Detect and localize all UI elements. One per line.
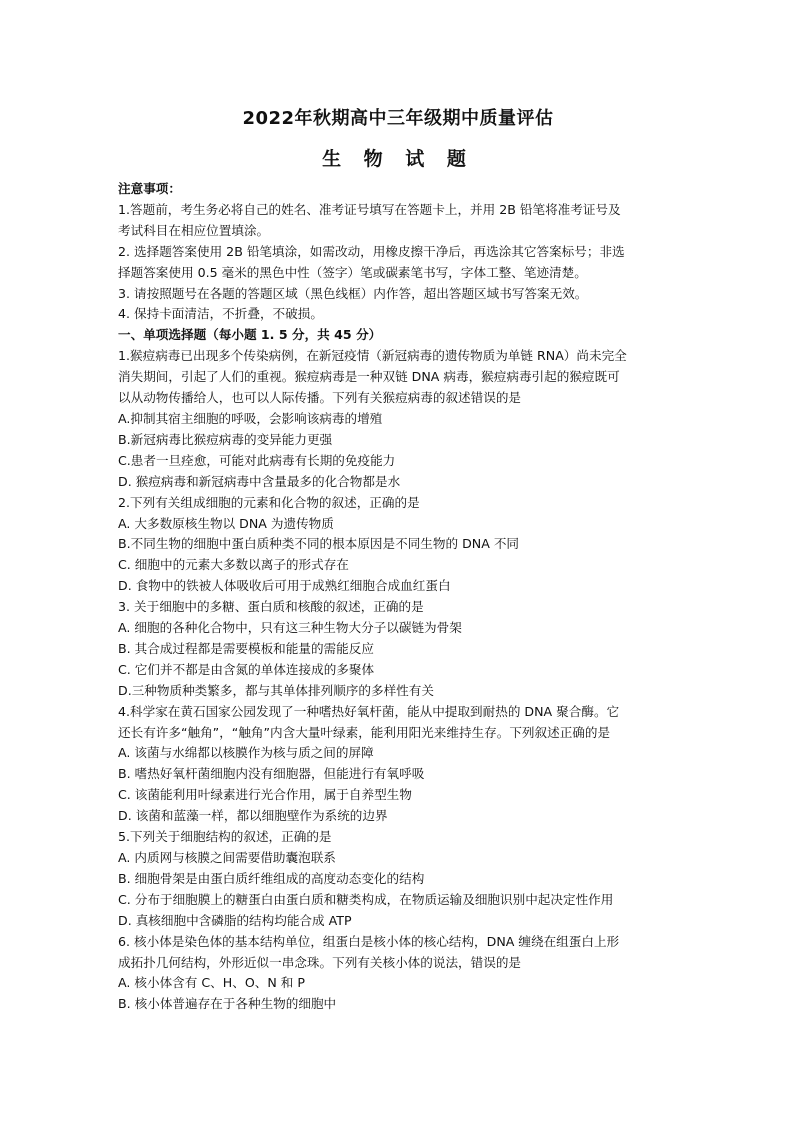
question-5: [118, 827, 678, 932]
question-4: [118, 702, 678, 827]
question-stem-line: 4.科学家在黄石国家公园发现了一种嗜热好氧杆菌，能从中提取到耐热的 DNA 聚合酶。它: [118, 703, 620, 719]
note-line: 考试科目在相应位置填涂。: [118, 222, 270, 238]
option-b: B. 核小体普遍存在于各种生物的细胞中: [118, 996, 337, 1012]
option-a: A. 核小体含有 C、H、O、N 和 P: [118, 975, 305, 991]
option-a: A. 大多数原核生物以 DNA 为遗传物质: [118, 515, 334, 531]
option-d: D. 该菌和蓝藻一样，都以细胞壁作为系统的边界: [118, 808, 388, 824]
option-d: D. 食物中的铁被人体吸收后可用于成熟红细胞合成血红蛋白: [118, 578, 451, 594]
note-item: [118, 200, 678, 242]
note-item: [118, 242, 678, 284]
question-6: [118, 932, 678, 1016]
question-3: [118, 597, 678, 702]
option-a: A. 细胞的各种化合物中，只有这三种生物大分子以碳链为骨架: [118, 620, 462, 636]
option-c: C. 该菌能利用叶绿素进行光合作用，属于自养型生物: [118, 787, 412, 803]
question-stem-line: 6. 核小体是染色体的基本结构单位，组蛋白是核小体的核心结构，DNA 缠绕在组蛋白上形: [118, 933, 620, 949]
option-b: B. 其合成过程都是需要模板和能量的需能反应: [118, 640, 374, 656]
option-b: B. 嗜热好氧杆菌细胞内没有细胞器，但能进行有氧呼吸: [118, 766, 425, 782]
option-c: C.患者一旦痊愈，可能对此病毒有长期的免疫能力: [118, 452, 396, 468]
subject-title: 生 物 试 题: [322, 148, 474, 170]
question-stem-line: 消失期间，引起了人们的重视。猴痘病毒是一种双链 DNA 病毒，猴痘病毒引起的猴痘既可: [118, 369, 620, 385]
question-stem-line: 还长有许多“触角”，“触角”内含大量叶绿素，能利用阳光来维持生存。下列叙述正确的是: [118, 724, 611, 740]
question-stem-line: 1.猴痘病毒已出现多个传染病例，在新冠疫情（新冠病毒的遗传物质为单链 RNA）尚未完全: [118, 348, 627, 364]
note-item: [118, 304, 678, 325]
option-b: B.不同生物的细胞中蛋白质种类不同的根本原因是不同生物的 DNA 不同: [118, 536, 520, 552]
option-c: C. 分布于细胞膜上的糖蛋白由蛋白质和糖类构成，在物质运输及细胞识别中起决定性作用: [118, 891, 614, 907]
option-d: D.三种物质种类繁多，都与其单体排列顺序的多样性有关: [118, 682, 434, 698]
note-line: 1.答题前，考生务必将自己的姓名、准考证号填写在答题卡上，并用 2B 铅笔将准考证号及: [118, 201, 621, 217]
option-c: C. 细胞中的元素大多数以离子的形式存在: [118, 557, 349, 573]
exam-page: [118, 104, 678, 1015]
option-c: C. 它们并不都是由含氮的单体连接成的多聚体: [118, 661, 375, 677]
question-stem-line: 5.下列关于细胞结构的叙述，正确的是: [118, 829, 332, 845]
note-line: 2. 选择题答案使用 2B 铅笔填涂，如需改动，用橡皮擦干净后，再选涂其它答案标号；非选: [118, 243, 625, 259]
option-a: A.抑制其宿主细胞的呼吸，会影响该病毒的增殖: [118, 410, 383, 426]
question-stem-line: 2.下列有关组成细胞的元素和化合物的叙述，正确的是: [118, 494, 420, 510]
notes-heading: 注意事项：: [118, 181, 181, 196]
note-line: 4. 保持卡面清洁，不折叠，不破损。: [118, 306, 323, 322]
note-item: [118, 284, 678, 305]
question-1: [118, 346, 678, 492]
option-d: D. 猴痘病毒和新冠病毒中含量最多的化合物都是水: [118, 473, 401, 489]
question-stem-line: 成拓扑几何结构，外形近似一串念珠。下列有关核小体的说法，错误的是: [118, 954, 521, 970]
option-a: A. 内质网与核膜之间需要借助囊泡联系: [118, 850, 336, 865]
option-d: D. 真核细胞中含磷脂的结构均能合成 ATP: [118, 912, 352, 928]
exam-title: 2022年秋期高中三年级期中质量评估: [242, 108, 554, 129]
notes-section: [118, 179, 678, 325]
question-stem-line: 3. 关于细胞中的多糖、蛋白质和核酸的叙述，正确的是: [118, 599, 424, 615]
section-heading: 一、单项选择题（每小题 1. 5 分，共 45 分）: [118, 327, 382, 343]
note-line: 择题答案使用 0.5 毫米的黑色中性（签字）笔或碳素笔书写，字体工整、笔迹清楚。: [118, 264, 587, 280]
option-b: B. 细胞骨架是由蛋白质纤维组成的高度动态变化的结构: [118, 870, 425, 886]
question-2: [118, 493, 678, 598]
option-b: B.新冠病毒比猴痘病毒的变异能力更强: [118, 431, 333, 447]
note-line: 3. 请按照题号在各题的答题区域（黑色线框）内作答，超出答题区域书写答案无效。: [118, 285, 588, 301]
option-a: A. 该菌与水绵都以核膜作为核与质之间的屏障: [118, 745, 374, 761]
question-stem-line: 以从动物传播给人，也可以人际传播。下列有关猴痘病毒的叙述错误的是: [118, 390, 521, 406]
